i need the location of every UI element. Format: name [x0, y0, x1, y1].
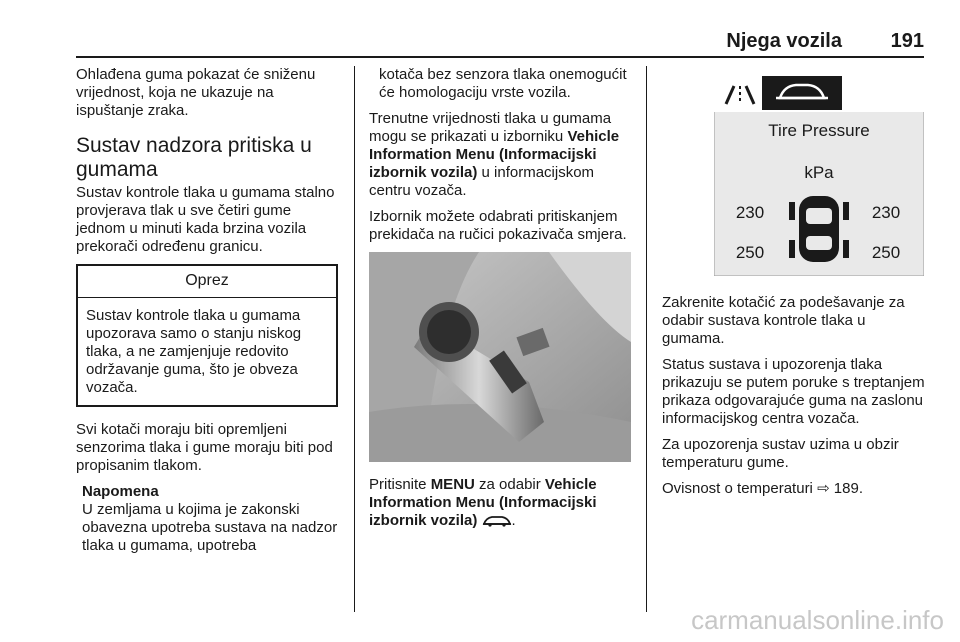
text: Trenutne vrijednosti tlaka u gumama mogu se prikazati u izborniku: [369, 110, 612, 145]
tpms-display: [714, 74, 924, 276]
paragraph: Za upozorenja sustav uzima u obzir temperaturu gume.: [662, 436, 899, 471]
text: .: [511, 512, 516, 529]
paragraph: Svi kotači moraju biti opremljeni senzorima tlaka i gume moraju biti pod propisanim tlakom.: [76, 421, 333, 474]
display-unit: kPa: [804, 163, 834, 182]
intro-paragraph: Ohlađena guma pokazat će sniženu vrijednost, koja ne ukazuje na ispuštanje zraka.: [76, 66, 316, 119]
note-continuation: kotača bez senzora tlaka onemogućit će homologaciju vrste vozila.: [379, 66, 627, 101]
paragraph: [662, 480, 928, 498]
column-2: [369, 66, 635, 538]
tire-rear-right-value: 250: [871, 243, 901, 262]
caution-box: [76, 264, 338, 407]
paragraph: [369, 476, 635, 530]
tire-rear-left-value: 250: [735, 243, 765, 262]
tire-front-right-value: 230: [871, 203, 901, 222]
header-rule: [76, 56, 924, 58]
column-3: [662, 66, 928, 506]
car-icon: [482, 514, 512, 528]
menu-button-label: MENU: [430, 476, 475, 493]
text: u informacijskom centru vozača.: [369, 164, 595, 199]
menu-name: Vehicle Information Menu (Informacijski izbornik vozila): [369, 476, 597, 529]
column-1: [76, 66, 344, 555]
text: Pritisnite: [369, 476, 431, 493]
paragraph: [369, 110, 635, 200]
paragraph: Sustav kontrole tlaka u gumama stalno provjerava tlak u sve četiri gume jednom u minuti kada brzina vozila prekorači određenu granicu.: [76, 184, 335, 255]
page-reference-link[interactable]: 189.: [829, 480, 864, 497]
menu-name: Vehicle Information Menu (Informacijski izbornik vozila): [369, 128, 620, 181]
column-divider: [646, 66, 647, 612]
caution-title: Oprez: [78, 266, 336, 298]
header-title: Njega vozila: [726, 30, 842, 52]
note-title: Napomena: [82, 483, 159, 500]
note-text: U zemljama u kojima je zakonski obavezna upotreba sustava na nadzor tlaka u gumama, upotreba: [82, 501, 338, 554]
arrow-right-icon: ⇨: [817, 480, 830, 497]
watermark: carmanualsonline.info: [691, 605, 944, 635]
paragraph: Zakrenite kotačić za podešavanje za odabir sustava kontrole tlaka u gumama.: [662, 294, 905, 347]
page-number: 191: [890, 30, 924, 52]
paragraph: Izbornik možete odabrati pritiskanjem prekidača na ručici pokazivača smjera.: [369, 208, 627, 243]
text: Ovisnost o temperaturi: [662, 480, 818, 497]
note-box: [82, 483, 344, 555]
section-heading: Sustav nadzora pritiska u gumama: [76, 134, 312, 181]
paragraph: Status sustava i upozorenja tlaka prikazuju se putem poruke s treptanjem prikaza odgovarajuće guma na zaslonu informacijskog centra vozača.: [662, 356, 925, 427]
stalk-photo: [369, 252, 631, 462]
column-divider: [354, 66, 355, 612]
text: za odabir: [474, 476, 545, 493]
display-title: Tire Pressure: [768, 121, 870, 140]
tire-front-left-value: 230: [735, 203, 765, 222]
caution-text: Sustav kontrole tlaka u gumama upozorava samo o stanju niskog tlaka, a ne zamjenjuje redovito održavanje guma, što je obveza vozača.: [86, 307, 302, 396]
